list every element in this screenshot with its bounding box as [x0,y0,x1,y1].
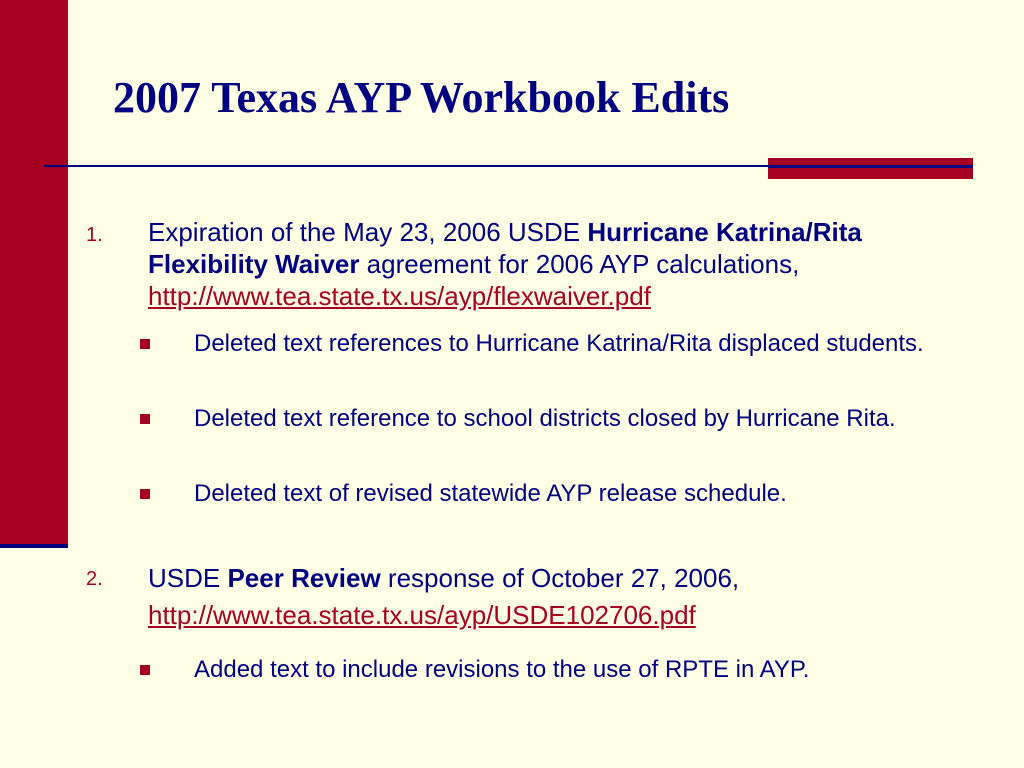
bullet-square-icon [140,414,150,424]
item-text-2 [148,560,963,634]
subitem-2-1: Added text to include revisions to the use of RPTE in AYP. [194,656,810,683]
item-2-text-after: response of October 27, 2006, [380,563,740,593]
item-1-text-after: agreement for 2006 AYP calculations, [359,249,800,279]
item-number-1: 1. [86,224,103,246]
item-1-link[interactable]: http://www.tea.state.tx.us/ayp/flexwaiver.pdf [148,281,651,311]
bullet-square-icon [140,339,150,349]
subitem-1-1: Deleted text references to Hurricane Katrina/Rita displaced students. [194,330,924,357]
item-1-bold-term: Hurricane Katrina/Rita Flexibility Waiver [148,217,862,279]
subitem-1-3: Deleted text of revised statewide AYP release schedule. [194,480,787,507]
item-2-text-before: USDE [148,563,228,593]
item-1-text-before: Expiration of the May 23, 2006 USDE [148,217,588,247]
item-2-link[interactable]: http://www.tea.state.tx.us/ayp/USDE102706.pdf [148,600,696,630]
item-number-2: 2. [86,568,103,590]
item-2-bold-term: Peer Review [227,563,381,593]
item-text-1 [148,216,963,312]
subitem-1-2: Deleted text reference to school districts closed by Hurricane Rita. [194,405,896,432]
slide-title: 2007 Texas AYP Workbook Edits [113,73,730,122]
bullet-square-icon [140,665,150,675]
bullet-square-icon [140,489,150,499]
